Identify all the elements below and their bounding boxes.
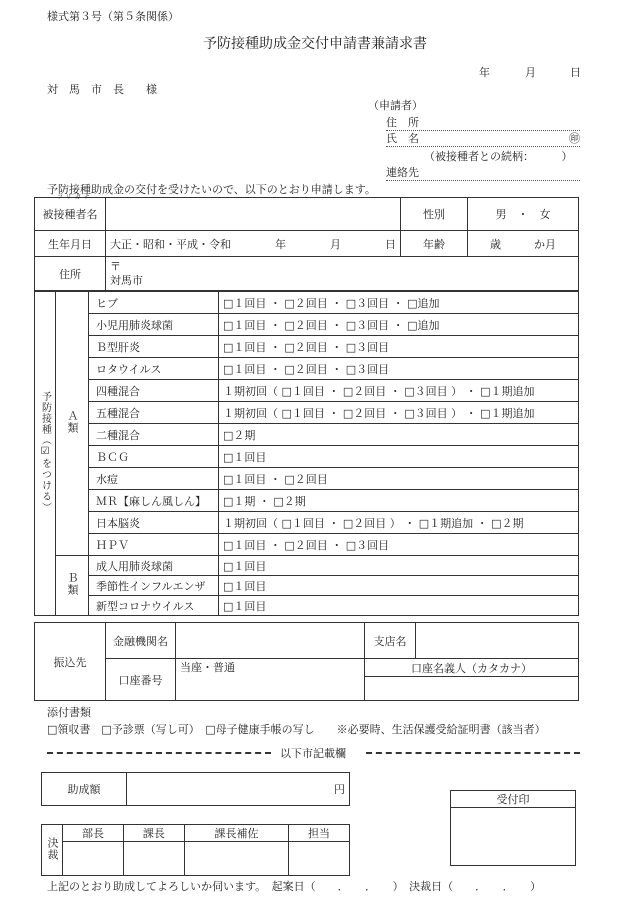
a-label-label: Ａ類 bbox=[66, 410, 79, 434]
vaccination-table bbox=[34, 291, 579, 616]
decision-table bbox=[41, 824, 350, 876]
received-stamp-area[interactable] bbox=[451, 808, 576, 866]
divider-left bbox=[47, 752, 271, 754]
a-label-label-cell bbox=[56, 292, 89, 556]
bank-label: 振込先 bbox=[35, 623, 106, 701]
institution-input[interactable] bbox=[176, 623, 365, 659]
person-name-label: 被接種者名 bbox=[42, 208, 98, 221]
received-label: 受付印 bbox=[451, 791, 576, 808]
account-no-label: 口座番号 bbox=[106, 659, 176, 701]
vaccine-name: 小児用肺炎球菌 bbox=[89, 314, 219, 336]
decision-label: 決裁 bbox=[46, 836, 59, 861]
vaccine-options[interactable]: □１回目 ・ □２回目 bbox=[219, 468, 579, 490]
applicant-name-label: 氏 名 bbox=[386, 132, 419, 145]
received-stamp-table bbox=[450, 790, 576, 866]
vaccine-options[interactable]: □１回目 bbox=[219, 446, 579, 468]
applicant-address-field[interactable] bbox=[386, 114, 580, 131]
person-name-label-cell bbox=[35, 194, 106, 231]
seal-mark: ㊞ bbox=[569, 132, 580, 145]
applicant-address-label: 住 所 bbox=[386, 116, 419, 129]
vaccine-name: 日本脳炎 bbox=[89, 512, 219, 534]
role-header-3: 担当 bbox=[289, 825, 350, 842]
vaccine-name: 二種混合 bbox=[89, 424, 219, 446]
name-ruby: フリガナ bbox=[57, 194, 93, 201]
vaccine-name: Ｂ型肝炎 bbox=[89, 336, 219, 358]
vaccine-options[interactable]: □１回目 ・ □２回目 ・ □３回目 bbox=[219, 358, 579, 380]
date-year: 年 bbox=[479, 66, 490, 79]
vaccine-row bbox=[35, 576, 579, 596]
postal-mark: 〒 bbox=[110, 259, 121, 273]
addressee: 対 馬 市 長 様 bbox=[47, 83, 157, 96]
vaccine-name: 五種混合 bbox=[89, 402, 219, 424]
vaccine-name: 季節性インフルエンザ bbox=[89, 576, 219, 596]
role-header-1: 課長 bbox=[123, 825, 184, 842]
intro-text: 予防接種助成金の交付を受けたいので、以下のとおり申請します。 bbox=[47, 183, 376, 196]
vaccine-name: ＭＲ【麻しん風しん】 bbox=[89, 490, 219, 512]
person-table bbox=[34, 194, 579, 291]
dob-label: 生年月日 bbox=[35, 231, 106, 257]
footer-note: 上記のとおり助成してよろしいか伺います。 起案日（ ． ． ） 決裁日（ ． ． ） bbox=[47, 880, 542, 893]
address-city: 対馬市 bbox=[110, 273, 143, 287]
gender-select[interactable]: 男 ・ 女 bbox=[468, 198, 579, 231]
age-label: 年齢 bbox=[401, 231, 468, 257]
vaccine-options[interactable]: １期初回（ □１回目 ・ □２回目 ・ □３回目 ） ・ □１期追加 bbox=[219, 380, 579, 402]
form-number: 様式第３号（第５条関係） bbox=[47, 10, 179, 23]
vaccine-name: ロタウイルス bbox=[89, 358, 219, 380]
date-month: 月 bbox=[525, 66, 536, 79]
vaccine-row bbox=[35, 490, 579, 512]
age-input[interactable]: 歳 か月 bbox=[468, 231, 579, 257]
vaccine-options[interactable]: □１回目 bbox=[219, 596, 579, 616]
vaccine-row bbox=[35, 358, 579, 380]
b-label-label: Ｂ類 bbox=[66, 572, 79, 596]
address-label: 住所 bbox=[35, 257, 106, 291]
holder-input[interactable] bbox=[365, 677, 579, 701]
attachments-heading: 添付書類 bbox=[47, 706, 91, 719]
vaccine-row bbox=[35, 446, 579, 468]
bank-table bbox=[34, 622, 579, 701]
vaccine-row bbox=[35, 380, 579, 402]
vaccine-options[interactable]: □２期 bbox=[219, 424, 579, 446]
vaccine-name: 新型コロナウイルス bbox=[89, 596, 219, 616]
vaccine-row bbox=[35, 596, 579, 616]
vaccine-name: 水痘 bbox=[89, 468, 219, 490]
institution-label: 金融機関名 bbox=[106, 623, 176, 659]
vaccine-options[interactable]: □１期 ・ □２期 bbox=[219, 490, 579, 512]
amount-label: 助成額 bbox=[42, 773, 127, 806]
role-stamp-0[interactable] bbox=[63, 842, 124, 876]
vaccine-name: ＢＣＧ bbox=[89, 446, 219, 468]
vaccine-name: ＨＰＶ bbox=[89, 534, 219, 556]
vaccine-options[interactable]: □１回目 ・ □２回目 ・ □３回目 ・ □追加 bbox=[219, 314, 579, 336]
vaccine-row bbox=[35, 292, 579, 314]
person-name-input[interactable] bbox=[106, 198, 401, 231]
gender-label: 性別 bbox=[401, 198, 468, 231]
account-type[interactable]: 当座・普通 bbox=[176, 659, 365, 701]
holder-label: 口座名義人（カタカナ） bbox=[365, 659, 579, 677]
vaccine-row bbox=[35, 336, 579, 358]
vaccine-row bbox=[35, 424, 579, 446]
vaccination-side-label: 予防接種（☑をつける） bbox=[39, 391, 51, 513]
vaccine-options[interactable]: □１回目 ・ □２回目 ・ □３回目 ・ □追加 bbox=[219, 292, 579, 314]
branch-input[interactable] bbox=[416, 623, 579, 659]
vaccine-options[interactable]: □１回目 bbox=[219, 556, 579, 576]
divider-right bbox=[366, 752, 580, 754]
decision-label-cell bbox=[42, 825, 63, 876]
vaccine-options[interactable]: □１回目 bbox=[219, 576, 579, 596]
applicant-name-field[interactable] bbox=[386, 130, 580, 147]
amount-input[interactable]: 円 bbox=[127, 773, 350, 806]
role-stamp-3[interactable] bbox=[289, 842, 350, 876]
branch-label: 支店名 bbox=[365, 623, 416, 659]
vaccine-row bbox=[35, 512, 579, 534]
amount-table bbox=[41, 772, 350, 806]
vaccine-row bbox=[35, 534, 579, 556]
dob-input[interactable]: 大正・昭和・平成・令和 年 月 日 bbox=[106, 231, 401, 257]
office-divider-label: 以下市記載欄 bbox=[280, 747, 346, 760]
date-day: 日 bbox=[570, 66, 581, 79]
role-stamp-1[interactable] bbox=[123, 842, 184, 876]
applicant-heading: （申請者） bbox=[368, 99, 423, 112]
role-header-0: 部長 bbox=[63, 825, 124, 842]
applicant-contact-field[interactable] bbox=[386, 164, 580, 181]
role-header-2: 課長補佐 bbox=[184, 825, 288, 842]
page-title: 予防接種助成金交付申請書兼請求書 bbox=[203, 36, 427, 52]
vaccine-name: 四種混合 bbox=[89, 380, 219, 402]
vaccine-options[interactable]: １期初回（ □１回目 ・ □２回目 ） ・ □１期追加 ・ □２期 bbox=[219, 512, 579, 534]
vaccine-options[interactable]: □１回目 ・ □２回目 ・ □３回目 bbox=[219, 336, 579, 358]
applicant-contact-label: 連絡先 bbox=[386, 166, 419, 179]
attachments-items[interactable]: □領収書 □予診票（写し可） □母子健康手帳の写し ※必要時、生活保護受給証明書（該当者） bbox=[47, 723, 546, 736]
vaccine-name: ヒブ bbox=[89, 292, 219, 314]
vaccine-row bbox=[35, 402, 579, 424]
address-input[interactable] bbox=[106, 257, 579, 291]
vaccine-row bbox=[35, 556, 579, 576]
vaccine-row bbox=[35, 314, 579, 336]
vaccine-options[interactable]: １期初回（ □１回目 ・ □２回目 ・ □３回目 ） ・ □１期追加 bbox=[219, 402, 579, 424]
vaccine-name: 成人用肺炎球菌 bbox=[89, 556, 219, 576]
role-stamp-2[interactable] bbox=[184, 842, 288, 876]
relation-note: （被接種者との続柄： ） bbox=[424, 150, 573, 163]
vaccination-side-label-cell bbox=[35, 292, 56, 616]
vaccine-options[interactable]: □１回目 ・ □２回目 ・ □３回目 bbox=[219, 534, 579, 556]
b-label-label-cell bbox=[56, 556, 89, 616]
vaccine-row bbox=[35, 468, 579, 490]
